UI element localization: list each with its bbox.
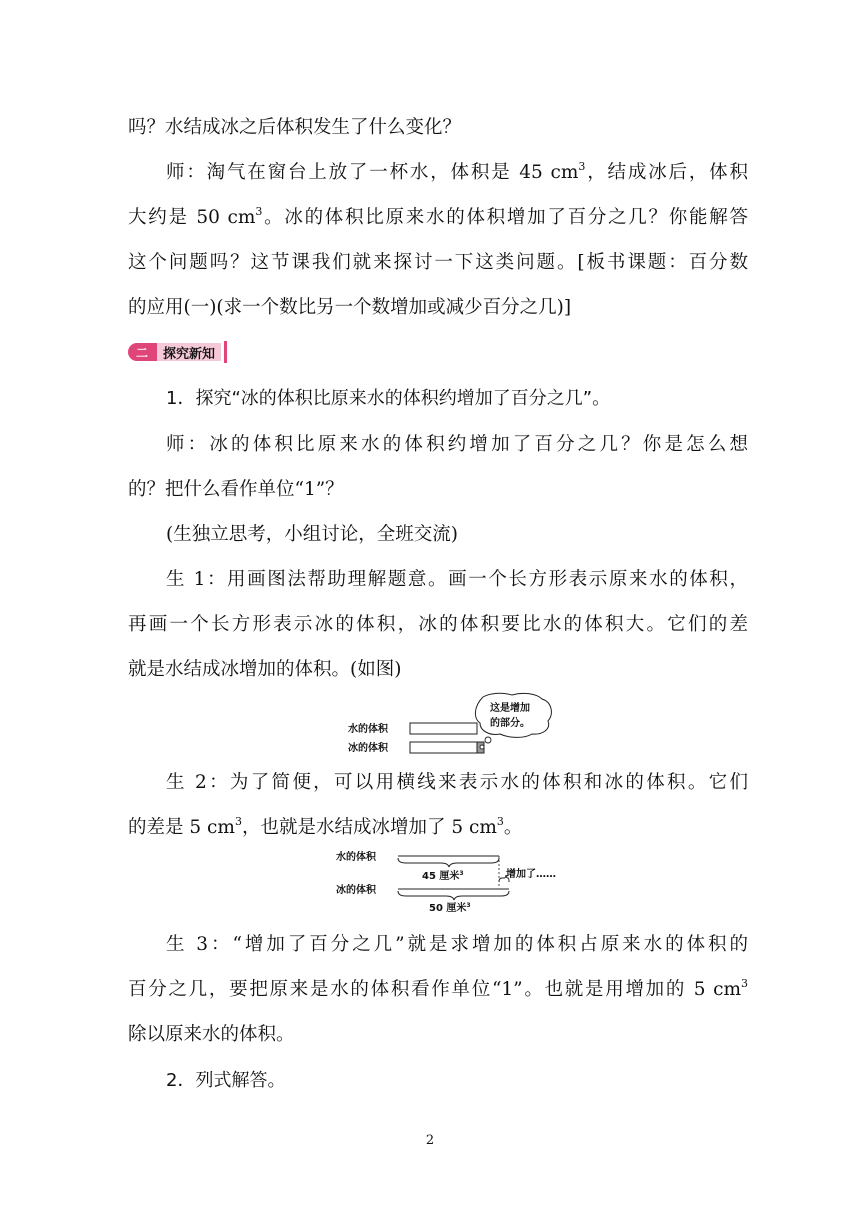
bubble-text-line1: 这是增加 [490, 703, 530, 714]
subheading: 2．列式解答。 [166, 1070, 286, 1091]
water-rectangle [410, 723, 477, 734]
paragraph-line: (生独立思考，小组讨论，全班交流) [166, 524, 458, 545]
paragraph-line: 的应用(一)(求一个数比另一个数增加或减少百分之几)] [128, 297, 572, 318]
paragraph-line: 的差是 5 $cm^3$，也就是水结成冰增加了 5 $cm^3$。 [128, 815, 523, 838]
figure2-water-label: 水的体积 [336, 852, 376, 863]
section-heading-bar [224, 341, 227, 363]
speech-bubble [475, 693, 551, 737]
figure1-ice-label: 冰的体积 [348, 743, 388, 754]
paragraph-line: 百分之几，要把原来是水的体积看作单位“1”。也就是用增加的 5 $cm^3$ [128, 977, 748, 1000]
bubble-dot [485, 737, 491, 743]
paragraph-line: 再画一个长方形表示冰的体积，冰的体积要比水的体积大。它们的差 [128, 614, 748, 635]
paragraph-line: 除以原来水的体积。 [128, 1024, 295, 1045]
paragraph-line: 吗？水结成冰之后体积发生了什么变化？ [128, 117, 462, 138]
paragraph-line: 大约是 50 $cm^3$。冰的体积比原来水的体积增加了百分之几？你能解答 [128, 205, 748, 228]
rectangle-diagram [340, 692, 560, 758]
section-title: 探究新知 [157, 343, 221, 361]
paragraph-line: 就是水结成冰增加的体积。(如图) [128, 659, 402, 680]
bubble-text-line2: 的部分。 [490, 718, 530, 729]
ice-rectangle [410, 742, 484, 753]
page-number: 2 [425, 1133, 435, 1148]
increase-label: 增加了…… [506, 869, 556, 880]
paragraph-line: 生 1：用画图法帮助理解题意。画一个长方形表示原来水的体积， [166, 569, 748, 590]
paragraph-line: 生 3：“增加了百分之几”就是求增加的体积占原来水的体积的 [166, 934, 748, 955]
paragraph-line: 这个问题吗？这节课我们就来探讨一下这类问题。[板书课题：百分数 [128, 252, 748, 273]
ice-brace [398, 891, 509, 900]
section-heading [128, 342, 227, 362]
paragraph-line: 生 2：为了简便，可以用横线来表示水的体积和冰的体积。它们 [166, 772, 748, 793]
paragraph-line: 的？把什么看作单位“1”？ [128, 479, 344, 500]
figure2-ice-label: 冰的体积 [336, 885, 376, 896]
ice-value: 50 厘米$^3$ [429, 902, 471, 914]
bubble-dot [480, 745, 484, 749]
water-value: 45 厘米$^3$ [422, 870, 464, 882]
segment-diagram [328, 846, 588, 914]
paragraph-line: 师：淘气在窗台上放了一杯水，体积是 45 $cm^3$，结成冰后，体积 [166, 160, 748, 183]
water-brace [398, 858, 499, 867]
paragraph-line: 师：冰的体积比原来水的体积约增加了百分之几？你是怎么想 [166, 434, 748, 455]
subheading: 1．探究“冰的体积比原来水的体积约增加了百分之几”。 [166, 388, 611, 409]
section-number: 二 [128, 343, 157, 361]
figure1-water-label: 水的体积 [348, 724, 388, 735]
